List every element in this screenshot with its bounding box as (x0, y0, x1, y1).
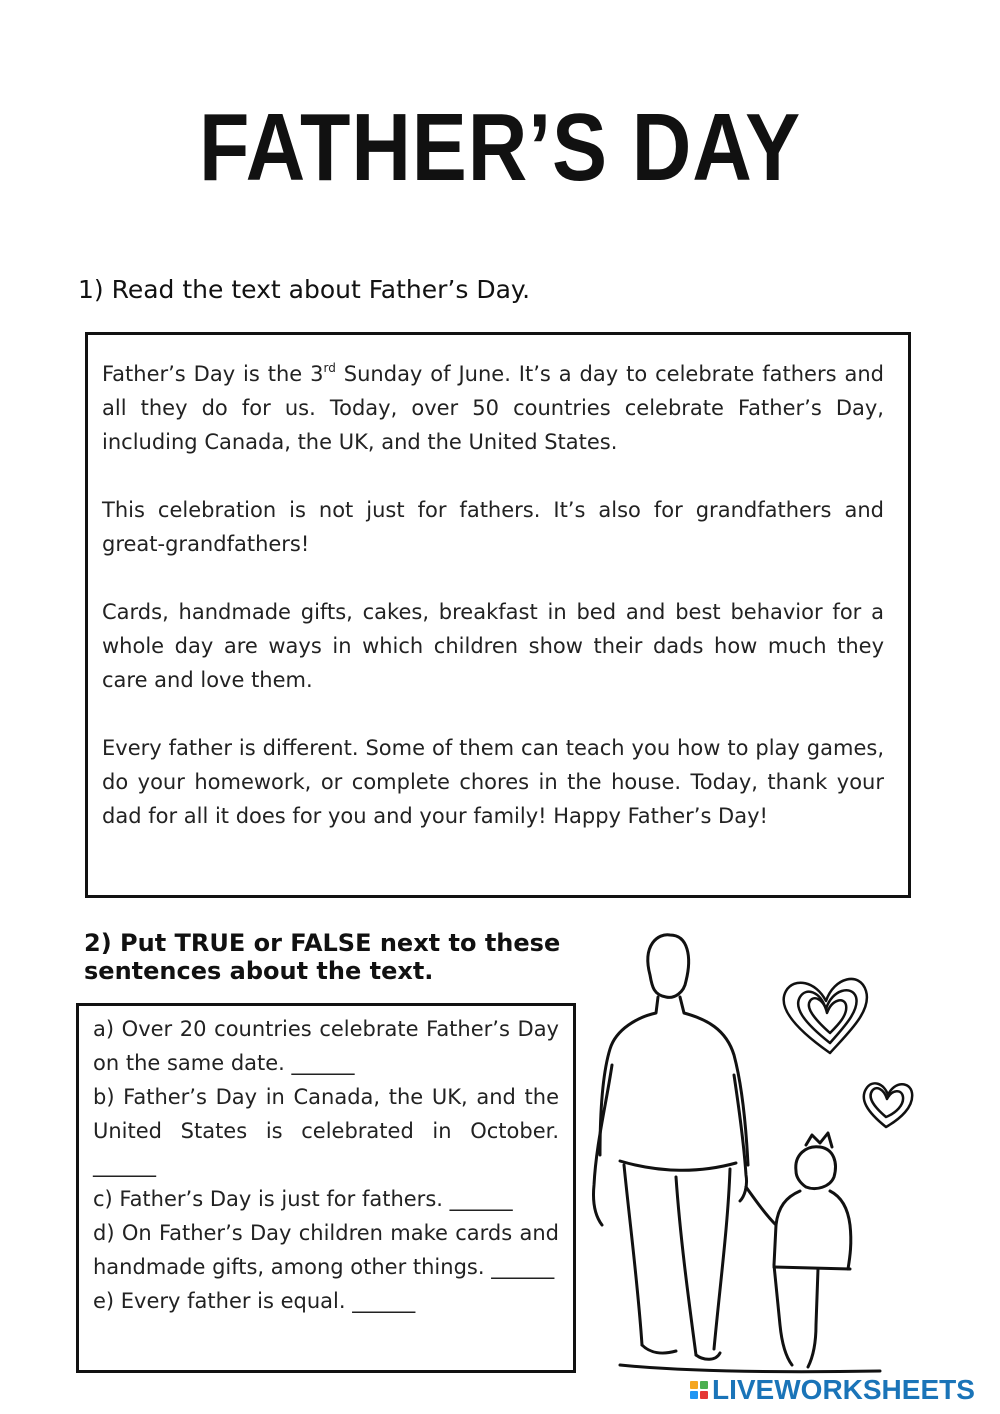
section-1-heading: 1) Read the text about Father’s Day. (78, 275, 531, 304)
section-2-heading: 2) Put TRUE or FALSE next to these sentences about the text. (84, 929, 561, 985)
paragraph-4: Every father is different. Some of them can teach you how to play games, do your homework, or complete chores in the house. Today, thank your dad for all it does for you and your family! Happy Father’s Day! (102, 736, 884, 828)
question-b[interactable]: b) Father’s Day in Canada, the UK, and the United States is celebrated in October. ______ (93, 1085, 559, 1177)
liveworksheets-logo (690, 1374, 975, 1406)
heart-icon (784, 979, 867, 1053)
father-and-child-walking-icon (580, 925, 980, 1380)
paragraph-1 (102, 357, 884, 459)
true-false-box (76, 1003, 576, 1373)
liveworksheets-logo-icon (690, 1381, 708, 1399)
question-e[interactable]: e) Every father is equal. ______ (93, 1289, 416, 1313)
paragraph-1-rest: Sunday of June. It’s a day to celebrate fathers and all they do for us. Today, over 50 countries celebrate Father’s Day, including Canada, the UK, and the United States. (102, 362, 884, 454)
paragraph-1-start: Father’s Day is the 3 (102, 362, 324, 386)
paragraph-2: This celebration is not just for fathers. It’s also for grandfathers and great-grandfathers! (102, 498, 884, 556)
question-c[interactable]: c) Father’s Day is just for fathers. ______ (93, 1187, 513, 1211)
ordinal-suffix: rd (323, 361, 336, 375)
heart-icon (864, 1083, 912, 1127)
paragraph-3: Cards, handmade gifts, cakes, breakfast in bed and best behavior for a whole day are ways in which children show their dads how much they care and love them. (102, 600, 884, 692)
liveworksheets-brand-text: LIVEWORKSHEETS (712, 1374, 975, 1405)
reading-text-box (85, 332, 911, 898)
question-d[interactable]: d) On Father’s Day children make cards and handmade gifts, among other things. ______ (93, 1221, 559, 1279)
page-title: FATHER’S DAY (198, 94, 802, 201)
question-a[interactable]: a) Over 20 countries celebrate Father’s Day on the same date. ______ (93, 1017, 559, 1075)
